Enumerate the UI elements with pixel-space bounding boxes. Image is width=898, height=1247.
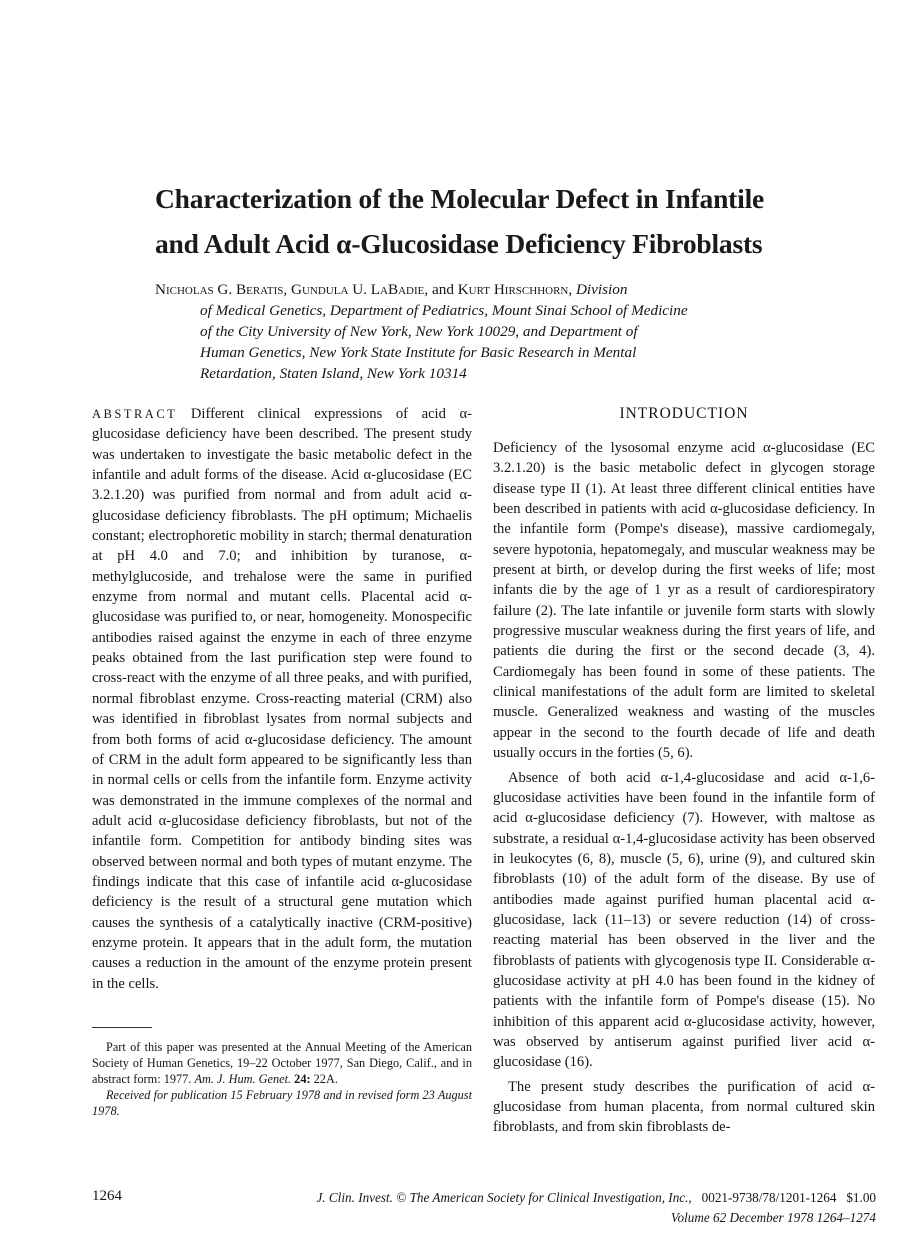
intro-paragraph-2: Absence of both acid α-1,4-glucosidase and acid α-1,6-glucosidase activities have been found in the infantile form of acid α-glucosidase deficiency (7). However, with maltose as substrate, a residual α-1,4-glucosidase activity has been observed in leukocytes (6, 8), muscle (5, 6), urine (9), and cultured skin fibroblasts (10) of the adult form of the disease. By use of antibodies made against purified human placental acid α-glucosidase, lack (11–13) or severe reduction (14) of cross-reacting material has been observed in the liver and the fibroblasts of patients with glycogenosis type II. Considerable α-glucosidase activity at pH 4.0 has been found in the kidney of patients with the infantile form of Pompe's disease (15). No inhibition of this apparent acid α-glucosidase activity, however, was observed by antiserum against purified liver acid α-glucosidase (16). bbox=[493, 769, 875, 1071]
footnote-pages: 22A. bbox=[313, 1072, 338, 1086]
footnote-volume: 24: bbox=[294, 1072, 311, 1086]
footnotes bbox=[92, 1039, 472, 1119]
citation-price: $1.00 bbox=[846, 1190, 876, 1205]
intro-paragraph-1: Deficiency of the lysosomal enzyme acid α-glucosidase (EC 3.2.1.20) is the basic metabolic defect in glycogen storage disease type II (1). At least three different clinical entities have been described in patients with acid α-glucosidase deficiency. In the infantile form (Pompe's disease), massive cardiomegaly, severe hypotonia, hepatomegaly, and muscular weakness may be present at birth, or develop during the first weeks of life; most infants die by the age of 1 yr as a result of cardiorespiratory failure (2). The late infantile or juvenile form starts with slowly progressive muscular weakness during the first years of life, and patients die during the first or the second decade (3, 4). Cardiomegaly has been found in some of these patients. The clinical manifestations of the adult form are limited to skeletal muscle. Generalized weakness and wasting of the muscles appear in the second to the fourth decade of life and death usually occurs in the forties (5, 6). bbox=[493, 440, 875, 762]
introduction-heading: INTRODUCTION bbox=[619, 405, 749, 422]
article-title bbox=[155, 176, 875, 266]
footnote-divider bbox=[92, 1027, 152, 1028]
introduction-column bbox=[493, 404, 875, 1138]
title-line-2: and Adult Acid α-Glucosidase Deficiency Fibroblasts bbox=[155, 228, 763, 259]
footnote-presented bbox=[92, 1039, 472, 1087]
footnote-journal: Am. J. Hum. Genet. bbox=[194, 1072, 292, 1086]
author-labadie: Gundula U. LaBadie, bbox=[291, 281, 429, 298]
footnote-presented-text: Part of this paper was presented at the Annual Meeting of the American Society of Human Genetics, 19–22 October 1977, San Diego, Calif., and in abstract form: 1977. bbox=[92, 1040, 472, 1086]
affiliation-line-3: Human Genetics, New York State Institute for Basic Research in Mental bbox=[200, 344, 637, 361]
journal-citation bbox=[236, 1188, 876, 1228]
author-hirschhorn: Kurt Hirschhorn, bbox=[457, 281, 573, 298]
abstract-column bbox=[92, 404, 472, 994]
abstract-label: ABSTRACT bbox=[92, 407, 178, 421]
author-block bbox=[155, 279, 775, 384]
citation-journal: J. Clin. Invest. bbox=[316, 1190, 393, 1205]
affiliation-line-4: Retardation, Staten Island, New York 10314 bbox=[200, 365, 467, 382]
affiliation-line-2: of the City University of New York, New York 10029, and Department of bbox=[200, 323, 638, 340]
footnote-received bbox=[92, 1087, 472, 1119]
page-number: 1264 bbox=[92, 1188, 122, 1204]
affiliation-start: Division bbox=[575, 281, 628, 298]
intro-paragraph-3: The present study describes the purification of acid α-glucosidase from human placenta, from normal cultured skin fibroblasts, and from skin fibroblasts de- bbox=[493, 1078, 875, 1136]
author-and: and bbox=[431, 281, 454, 298]
citation-code: 0021-9738/78/1201-1264 bbox=[701, 1190, 837, 1205]
citation-copyright: © The American Society for Clinical Investigation, Inc., bbox=[396, 1190, 692, 1205]
affiliation-line-1: of Medical Genetics, Department of Pediatrics, Mount Sinai School of Medicine bbox=[200, 302, 688, 319]
abstract bbox=[92, 404, 472, 994]
author-beratis: Nicholas G. Beratis, bbox=[155, 281, 288, 298]
title-line-1: Characterization of the Molecular Defect in Infantile bbox=[155, 183, 765, 214]
author-line-1 bbox=[155, 279, 775, 300]
volume-line: Volume 62 December 1978 1264–1274 bbox=[670, 1210, 876, 1225]
abstract-text: Different clinical expressions of acid α-glucosidase deficiency have been described. The present study was undertaken to investigate the basic metabolic defect in the infantile and adult forms of the disease. Acid α-glucosidase (EC 3.2.1.20) was purified from normal and from adult acid α-glucosidase deficiency fibroblasts. The pH optimum; Michaelis constant; electrophoretic mobility in starch; thermal denaturation at pH 4.0 and 7.0; and inhibition by turanose, α-methylglucoside, and trehalose were the same in purified enzyme from normal and mutant cells. Placental acid α-glucosidase was purified to, or near, homogeneity. Monospecific antibodies raised against the enzyme in each of three enzyme peaks obtained from the last purification step were found to cross-react with the enzyme of all three peaks, and with purified, normal fibroblast enzyme. Cross-reacting material (CRM) also was identified in fibroblast lysates from normal subjects and from both forms of acid α-glucosidase deficiency. The amount of CRM in the adult form appeared to be significantly less than in normal cells or cells from the infantile form. Enzyme activity was demonstrated in the immune complexes of the normal and adult acid α-glucosidase deficiency fibroblasts, but not of the infantile form. Competition for antibody binding sites was observed between normal and both types of mutant enzyme. The findings indicate that this case of infantile acid α-glucosidase deficiency is the result of a structural gene mutation which causes the synthesis of a catalytically inactive (CRM-positive) enzyme protein. It appears that in the adult form, the mutation causes a reduction in the amount of the enzyme protein present in the cells. bbox=[92, 406, 472, 992]
citation-line bbox=[236, 1188, 876, 1208]
footnote-received-text: Received for publication 15 February 1978 and in revised form 23 August 1978. bbox=[92, 1088, 472, 1118]
